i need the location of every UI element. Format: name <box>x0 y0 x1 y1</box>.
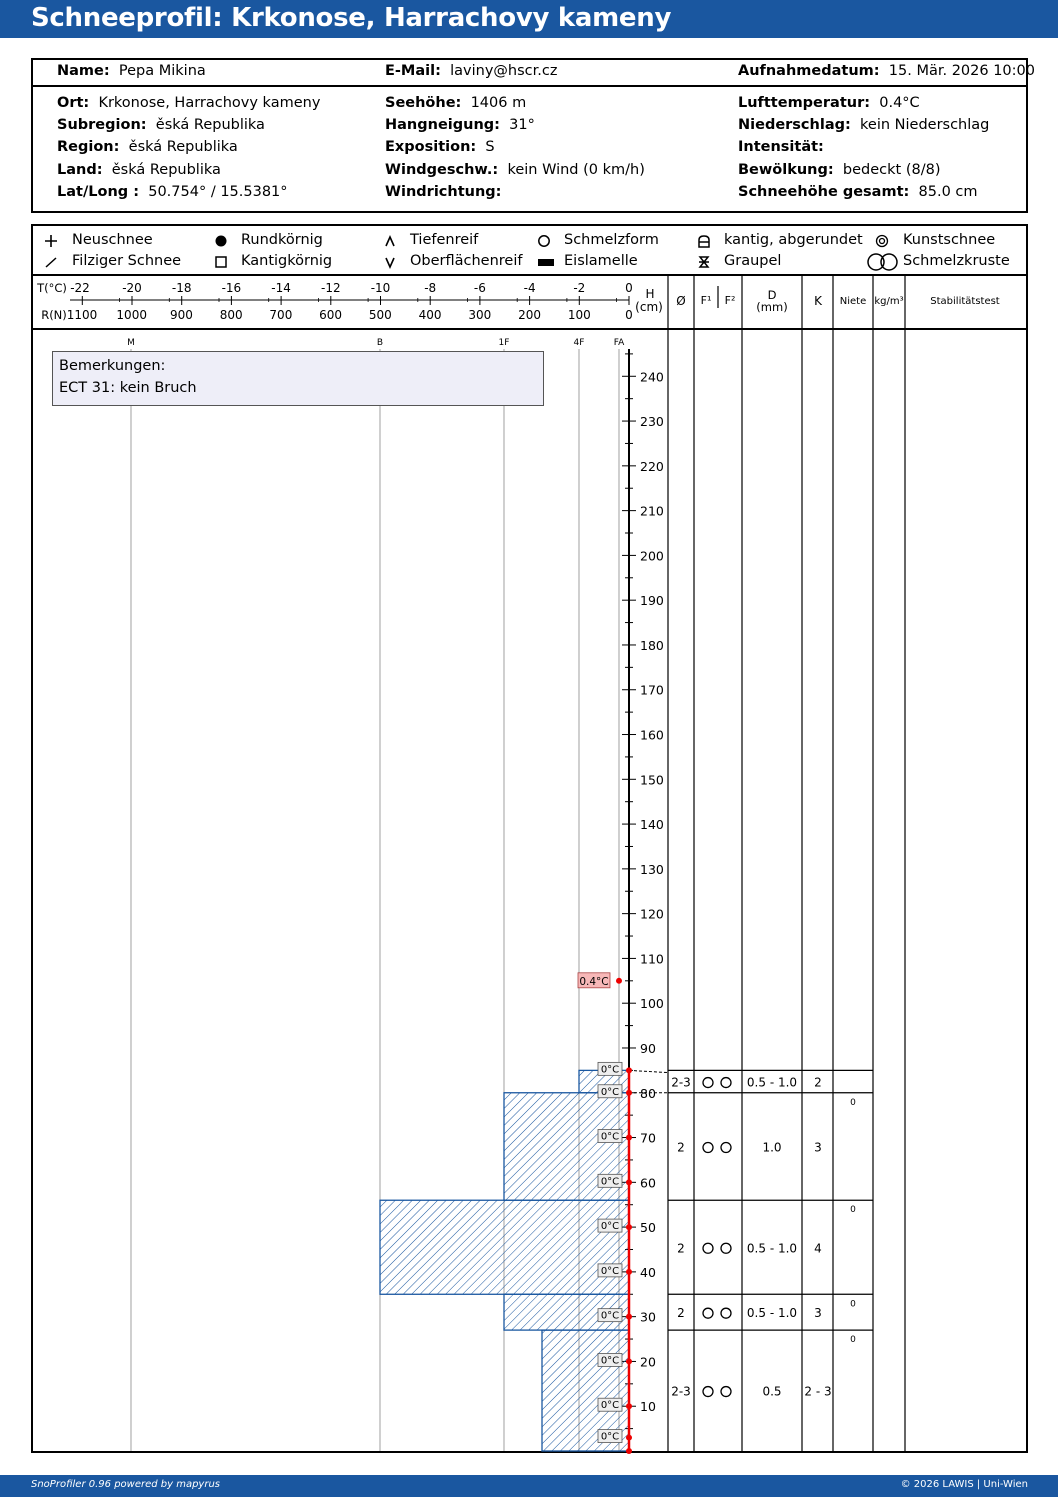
layer-diameter: 2 <box>677 1140 685 1155</box>
r-tick-label: 800 <box>219 308 243 322</box>
h-tick-label: 50 <box>640 1220 656 1236</box>
t-tick-label: -4 <box>523 281 536 295</box>
t-tick-label: -20 <box>122 281 142 295</box>
r-tick-label: 1100 <box>66 308 98 322</box>
layer-niete: 0 <box>850 1205 856 1216</box>
h-tick-label: 130 <box>640 861 664 877</box>
temperature-marker-label: 0°C <box>600 1176 620 1188</box>
temperature-point <box>626 1314 632 1320</box>
r-tick-label: 700 <box>269 308 293 322</box>
niederschlag-field: Niederschlag: kein Niederschlag <box>738 117 990 133</box>
snow-layer-B <box>380 1200 629 1294</box>
legend-label: Kunstschnee <box>903 232 996 248</box>
d-unit-header: (mm) <box>756 300 788 314</box>
r-tick-label: 600 <box>319 308 343 322</box>
r-tick-label: 1000 <box>116 308 147 322</box>
layer-grain-size: 0.5 - 1.0 <box>746 1306 798 1321</box>
land-field: Land: ěská Republika <box>57 162 221 178</box>
layer-grain-size: 1.0 <box>762 1140 782 1155</box>
air-temperature-label: 0.4°C <box>579 975 609 988</box>
bewoelkung-field: Bewölkung: bedeckt (8/8) <box>738 162 941 178</box>
open-circle-icon <box>721 1243 731 1253</box>
temperature-marker <box>598 1174 622 1187</box>
page-title: Schneeprofil: Krkonose, Harrachovy kameny <box>31 3 672 33</box>
r-tick-label: 0 <box>625 308 633 322</box>
hardness-label: 1F <box>498 338 510 348</box>
lufttemperatur-field: Lufttemperatur: 0.4°C <box>738 95 920 111</box>
temperature-marker <box>598 1398 622 1411</box>
h-tick-label: 20 <box>640 1354 656 1370</box>
t-tick-label: -10 <box>370 281 391 295</box>
h-tick-label: 110 <box>640 951 664 967</box>
hangneigung-field: Hangneigung: 31° <box>385 117 535 133</box>
layer-niete: 0 <box>850 1097 856 1108</box>
legend-label: Tiefenreif <box>410 232 479 248</box>
temperature-marker-label: 0°C <box>600 1131 620 1143</box>
h-tick-label: 240 <box>640 369 664 385</box>
r-tick-label: 100 <box>567 308 591 322</box>
t-tick-label: -18 <box>171 281 192 295</box>
temperature-marker-label: 0°C <box>600 1431 620 1443</box>
t-tick-label: -14 <box>271 281 291 295</box>
t-tick-label: -16 <box>221 281 242 295</box>
layer-diameter: 2 <box>677 1306 685 1321</box>
t-axis-label: T(°C) <box>37 281 67 295</box>
intensitaet-field: Intensität: <box>738 139 824 155</box>
temperature-marker <box>598 1219 622 1232</box>
legend-label: Graupel <box>724 253 782 269</box>
open-circle-icon <box>703 1308 713 1318</box>
f2-header: F² <box>724 294 736 307</box>
h-tick-label: 180 <box>640 637 664 653</box>
legend-label: Filziger Schnee <box>72 253 182 269</box>
r-axis-label: R(N) <box>41 308 67 322</box>
layer-hardness: 3 <box>814 1306 822 1321</box>
temperature-marker <box>598 1062 622 1075</box>
legend-label: Rundkörnig <box>241 232 323 248</box>
footer-right: © 2026 LAWIS | Uni-Wien <box>900 1479 1028 1490</box>
email-field: E-Mail: laviny@hscr.cz <box>385 63 558 79</box>
h-tick-label: 60 <box>640 1175 656 1191</box>
temperature-point <box>626 1358 632 1364</box>
r-tick-label: 900 <box>169 308 193 322</box>
exposition-field: Exposition: S <box>385 139 495 155</box>
hardness-label: 4F <box>573 338 585 348</box>
temperature-point <box>626 1224 632 1230</box>
f1-header: F¹ <box>700 294 712 307</box>
legend-label: kantig, abgerundet <box>724 232 863 248</box>
temperature-marker-label: 0°C <box>600 1064 620 1076</box>
footer-bar <box>0 1475 1058 1497</box>
temperature-point <box>626 1435 632 1441</box>
layer-diameter: 2-3 <box>671 1384 691 1399</box>
temperature-point <box>626 1067 632 1073</box>
h-tick-label: 80 <box>640 1085 656 1101</box>
h-tick-label: 230 <box>640 414 664 430</box>
temperature-point <box>626 1269 632 1275</box>
temperature-marker-label: 0°C <box>600 1265 620 1277</box>
remarks-box <box>52 351 544 406</box>
h-tick-label: 190 <box>640 593 664 609</box>
windrichtung-field: Windrichtung: <box>385 184 502 200</box>
temperature-marker <box>598 1085 622 1098</box>
temperature-marker-label: 0°C <box>600 1086 620 1098</box>
t-tick-label: 0 <box>625 281 633 295</box>
d-header: D <box>767 288 777 302</box>
t-tick-label: -6 <box>473 281 486 295</box>
h-tick-label: 120 <box>640 906 664 922</box>
hardness-label: B <box>376 338 384 348</box>
niete-header: Niete <box>839 296 867 307</box>
h-tick-label: 150 <box>640 772 664 788</box>
legend-label: Oberflächenreif <box>410 253 523 269</box>
seehoehe-field: Seehöhe: 1406 m <box>385 95 527 111</box>
h-tick-label: 140 <box>640 817 664 833</box>
k-header: K <box>814 294 822 308</box>
legend-label: Kantigkörnig <box>241 253 333 269</box>
remarks-text: ECT 31: kein Bruch <box>59 380 197 396</box>
legend-label: Eislamelle <box>564 253 638 269</box>
layer-diameter: 2-3 <box>671 1075 691 1090</box>
h-tick-label: 200 <box>640 548 664 564</box>
density-header: kg/m³ <box>874 296 904 307</box>
layer-grain-size: 0.5 - 1.0 <box>746 1241 798 1256</box>
ort-field: Ort: Krkonose, Harrachovy kameny <box>57 95 321 111</box>
r-tick-label: 500 <box>368 308 392 322</box>
h-tick-label: 90 <box>640 1040 656 1056</box>
legend-label: Neuschnee <box>72 232 153 248</box>
layer-grain-size: 0.5 <box>762 1384 782 1399</box>
subregion-field: Subregion: ěská Republika <box>57 117 265 133</box>
h-tick-label: 30 <box>640 1309 656 1325</box>
layer-niete: 0 <box>850 1299 856 1310</box>
open-circle-icon <box>703 1243 713 1253</box>
footer-left: SnoProfiler 0.96 powered by mapyrus <box>31 1479 221 1490</box>
layer-diameter: 2 <box>677 1241 685 1256</box>
date-field: Aufnahmedatum: 15. Mär. 2026 10:00 <box>738 63 1035 79</box>
name-field: Name: Pepa Mikina <box>57 63 206 79</box>
h-tick-label: 100 <box>640 996 664 1012</box>
temperature-point <box>626 1135 632 1141</box>
hardness-label: FA <box>613 338 625 348</box>
temperature-point <box>626 1090 632 1096</box>
temperature-marker-label: 0°C <box>600 1400 620 1412</box>
h-tick-label: 40 <box>640 1264 656 1280</box>
surface-dash <box>629 1070 668 1072</box>
open-circle-icon <box>721 1308 731 1318</box>
layer-hardness: 3 <box>814 1140 822 1155</box>
h-unit-label: (cm) <box>635 300 663 314</box>
open-circle-icon <box>703 1387 713 1397</box>
temperature-point <box>626 1179 632 1185</box>
latlong-field: Lat/Long : 50.754° / 15.5381° <box>57 184 288 200</box>
r-tick-label: 300 <box>468 308 492 322</box>
temperature-marker <box>598 1309 622 1322</box>
open-circle-icon <box>721 1078 731 1088</box>
windgeschw-field: Windgeschw.: kein Wind (0 km/h) <box>385 162 645 178</box>
h-tick-label: 10 <box>640 1399 656 1415</box>
t-tick-label: -8 <box>424 281 437 295</box>
air-temperature-point <box>616 978 622 984</box>
layer-grain-size: 0.5 - 1.0 <box>746 1075 798 1090</box>
region-field: Region: ěská Republika <box>57 139 238 155</box>
schneehoehe-field: Schneehöhe gesamt: 85.0 cm <box>738 184 978 200</box>
h-tick-label: 160 <box>640 727 664 743</box>
open-circle-icon <box>721 1142 731 1152</box>
h-label: H <box>645 287 655 301</box>
temperature-marker <box>598 1264 622 1277</box>
temperature-marker-label: 0°C <box>600 1310 620 1322</box>
r-tick-label: 200 <box>518 308 541 322</box>
diameter-header: Ø <box>676 294 686 308</box>
temperature-marker-label: 0°C <box>600 1221 620 1233</box>
open-circle-icon <box>703 1078 713 1088</box>
layer-hardness: 4 <box>814 1241 822 1256</box>
stability-header: Stabilitätstest <box>930 296 1000 307</box>
layer-hardness: 2 - 3 <box>804 1384 832 1399</box>
open-circle-icon <box>703 1142 713 1152</box>
temperature-marker <box>598 1353 622 1366</box>
temperature-marker-label: 0°C <box>600 1355 620 1367</box>
open-circle-icon <box>721 1387 731 1397</box>
layer-hardness: 2 <box>814 1075 822 1090</box>
legend-label: Schmelzkruste <box>903 253 1010 269</box>
t-tick-label: -2 <box>573 281 586 295</box>
temperature-point <box>626 1448 632 1454</box>
temperature-point <box>626 1403 632 1409</box>
t-tick-label: -12 <box>320 281 341 295</box>
h-tick-label: 210 <box>640 503 664 519</box>
hardness-label: M <box>127 338 135 348</box>
h-tick-label: 220 <box>640 458 664 474</box>
remarks-title: Bemerkungen: <box>59 358 166 374</box>
legend-label: Schmelzform <box>564 232 659 248</box>
layer-niete: 0 <box>850 1335 856 1346</box>
t-tick-label: -22 <box>70 281 90 295</box>
h-tick-label: 170 <box>640 682 664 698</box>
h-tick-label: 70 <box>640 1130 656 1146</box>
temperature-marker <box>598 1430 622 1443</box>
r-tick-label: 400 <box>418 308 442 322</box>
temperature-marker <box>598 1130 622 1143</box>
